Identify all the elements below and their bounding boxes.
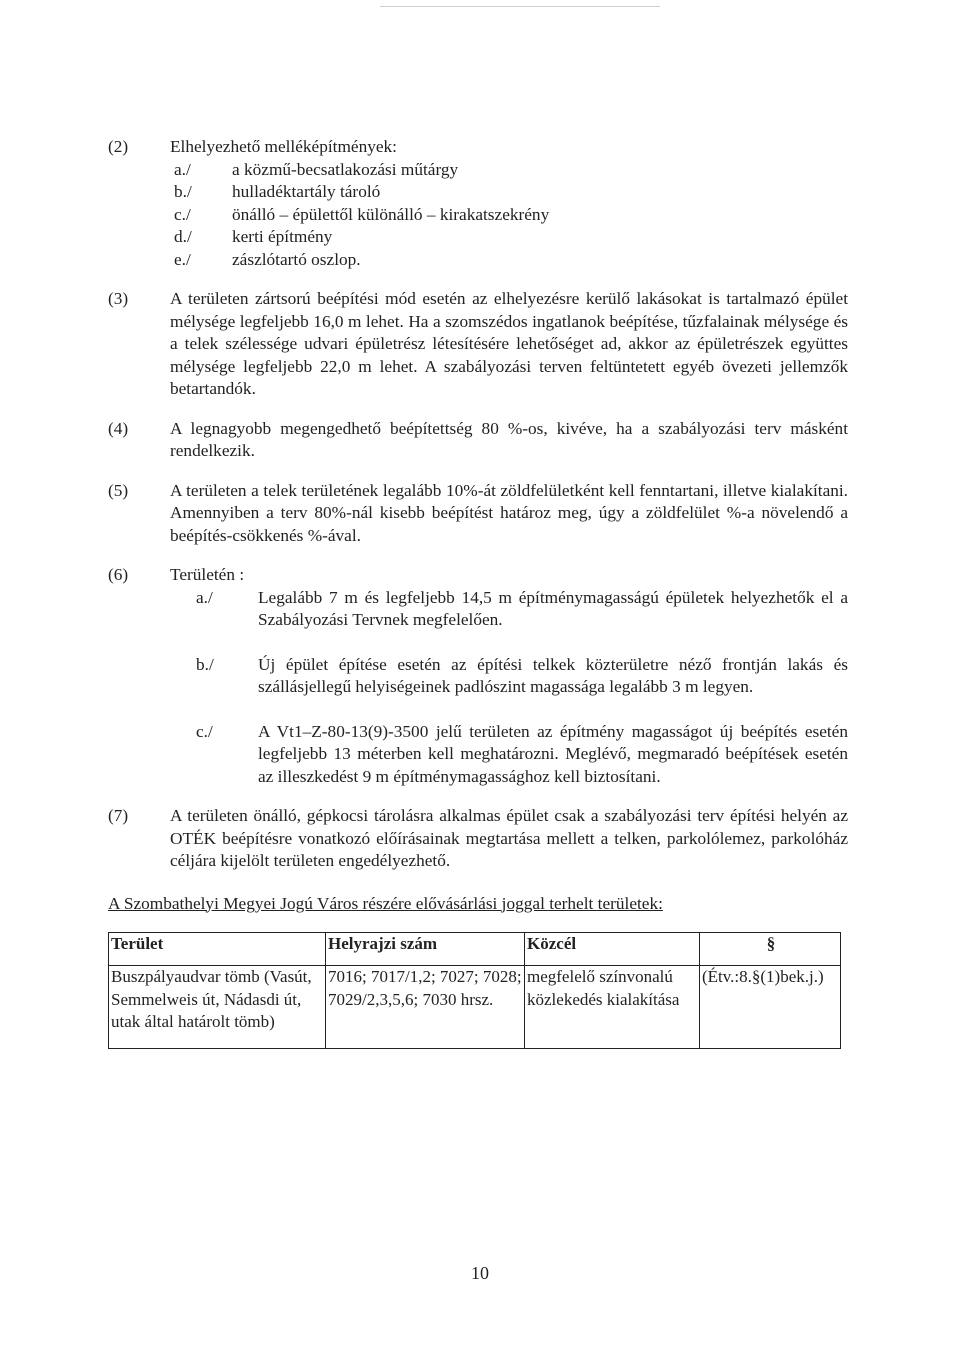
cell-section: (Étv.:8.§(1)bek.j.)	[700, 966, 841, 1049]
list-item: d./ kerti építmény	[174, 227, 333, 246]
section-title: Területén :	[170, 565, 245, 584]
section-number: (5)	[108, 480, 129, 500]
section-number: (7)	[108, 806, 129, 825]
list-item: b./ hulladéktartály tároló	[174, 182, 381, 201]
scan-edge-line	[380, 6, 660, 7]
cell-purpose: megfelelő színvonalú közlekedés kialakítása	[525, 966, 700, 1049]
header-plot-number: Helyrajzi szám	[326, 933, 525, 966]
list-item: c./ önálló – épülettől különálló – kirakatszekrény	[174, 204, 550, 224]
section-text: A területen önálló, gépkocsi tárolásra alkalmas épület csak a szabályozási terv építési helyén az OTÉK beépítésre vonatkozó előírásainak megtartása mellett a telken, parkolólemez, parkolóház céljára kijelölt területen engedélyezhető.	[170, 806, 848, 870]
section-number: (3)	[108, 289, 129, 308]
sub-item-c: c./ A Vt1–Z-80-13(9)-3500 jelű területen az építmény magasságot új beépítés esetén legfeljebb 13 méterben kell meghatározni. Meglévő, megmaradó beépítések esetén az illeszkedést 9 m építménymagassághoz kell biztosítani.	[196, 721, 848, 786]
table-header-row	[109, 933, 841, 966]
section-title: Elhelyezhető melléképítmények:	[170, 137, 397, 156]
preemption-heading: A Szombathelyi Megyei Jogú Város részére elővásárlási joggal terhelt területek:	[108, 893, 663, 913]
cell-plot-number: 7016; 7017/1,2; 7027; 7028; 7029/2,3,5,6; 7030 hrsz.	[326, 966, 525, 1049]
section-7	[108, 805, 848, 873]
header-area: Terület	[109, 933, 326, 966]
section-text: A legnagyobb megengedhető beépítettség 80 %-os, kivéve, ha a szabályozási terv másként rendelkezik.	[170, 418, 848, 460]
section-number: (2)	[108, 137, 129, 156]
list-item: a./ a közmű-becsatlakozási műtárgy	[174, 159, 459, 179]
section-3	[108, 288, 848, 401]
table-row	[109, 966, 841, 1049]
section-6	[108, 564, 848, 587]
section-text: A területen zártsorú beépítési mód esetén az elhelyezésre kerülő lakásokat is tartalmazó épület mélysége legfeljebb 16,0 m lehet. Ha a szomszédos ingatlanok beépítése, tűzfalainak mélysége és a telek szélessége udvari épületrész létesítésére lehetőséget ad, akkor az épületrészek együttes mélysége legfeljebb 22,0 m lehet. A szabályozási terven feltüntetett egyéb övezeti jellemzők betartandók.	[170, 289, 848, 398]
sub-item-b: b./ Új épület építése esetén az építési telkek közterületre néző frontján lakás és szállásjellegű helyiségeinek padlószint magassága legalább 3 m legyen.	[196, 654, 848, 696]
section-text: A területen a telek területének legalább 10%-át zöldfelületként kell fenntartani, illetve kialakítani. Amennyiben a terv 80%-nál kisebb beépítést határoz meg, úgy a zöldfelület %-a növelendő a beépítés-csökkenés %-ával.	[170, 480, 848, 545]
header-purpose: Közcél	[525, 933, 700, 966]
header-section-sign: §	[700, 933, 841, 966]
section-4	[108, 418, 848, 463]
structure-list	[174, 159, 848, 272]
section-number: (6)	[108, 565, 129, 584]
document-page	[108, 136, 848, 1049]
section-2	[108, 136, 848, 271]
list-item: e./ zászlótartó oszlop.	[174, 249, 361, 269]
section-5	[108, 480, 848, 548]
cell-area: Buszpályaudvar tömb (Vasút, Semmelweis út, Nádasdi út, utak által határolt tömb)	[109, 966, 326, 1049]
preemption-table	[108, 932, 841, 1049]
section-number: (4)	[108, 418, 129, 438]
page-number: 10	[471, 1263, 489, 1283]
sub-item-a: a./ Legalább 7 m és legfeljebb 14,5 m építménymagasságú épületek helyezhetők el a Szabályozási Tervnek megfelelően.	[196, 587, 848, 629]
